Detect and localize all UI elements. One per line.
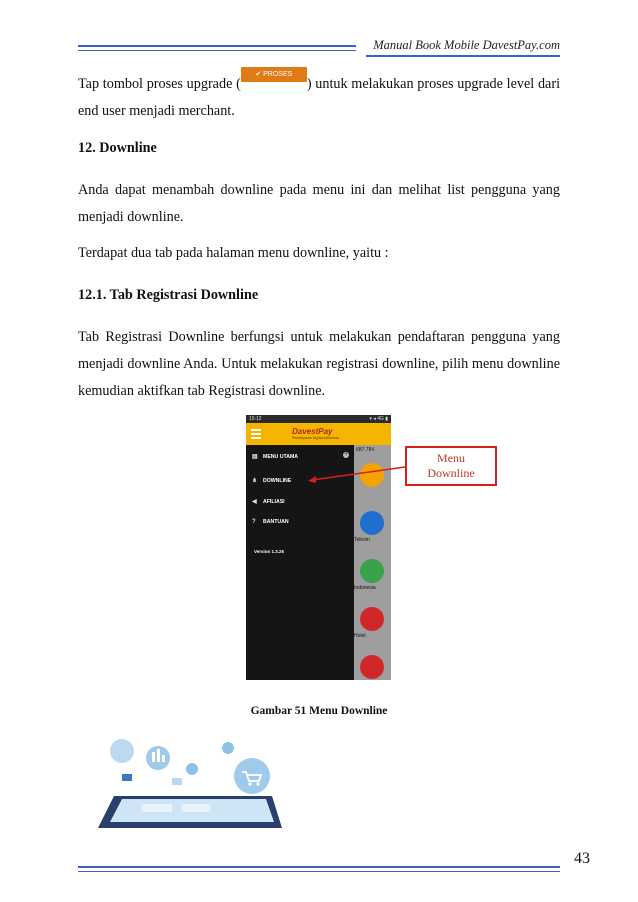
drawer-item-menu-utama[interactable]: [252, 453, 298, 460]
section-12-paragraph-2: Terdapat dua tab pada halaman menu downline, yaitu :: [78, 245, 389, 261]
app-version: Version 1.3.25: [254, 549, 285, 554]
footer-rule: [78, 866, 560, 868]
proses-upgrade-button-image: ✔ PROSES UPGRADE: [241, 67, 307, 82]
drawer-item-label: BANTUAN: [263, 519, 289, 525]
drawer-item-label: AFILIASI: [263, 499, 285, 505]
expand-plus-icon[interactable]: +: [344, 452, 348, 458]
phone-app-bar: [246, 423, 391, 445]
header-rule-left: [78, 45, 356, 47]
drawer-item-afiliasi[interactable]: [252, 498, 285, 505]
hamburger-icon[interactable]: [251, 429, 261, 439]
app-logo-subtitle: Pembayaran Digital Indonesia: [292, 436, 339, 440]
section-12-heading: 12. Downline: [78, 140, 157, 156]
service-circle-2: [360, 511, 384, 535]
menu-downline-callout: [405, 446, 497, 486]
megaphone-icon: ◀: [252, 499, 257, 505]
status-time: 15:12: [249, 416, 262, 422]
app-logo-text: DavestPay: [292, 427, 333, 436]
page-number: 43: [574, 850, 590, 867]
drawer-item-label: MENU UTAMA: [263, 454, 299, 460]
service-circle-3: [360, 559, 384, 583]
phone-screenshot: [246, 415, 391, 680]
section-12-paragraph-1: Anda dapat menambah downline pada menu ini dan melihat list pengguna yang menjadi downline.: [78, 182, 560, 225]
service-circle-4: [360, 607, 384, 631]
callout-line-1: Menu: [437, 451, 465, 465]
intro-text-before: Tap tombol proses upgrade (: [78, 76, 241, 92]
balance-value: 887.784: [356, 447, 375, 453]
section-12-1-paragraph: Tab Registrasi Downline berfungsi untuk melakukan pendaftaran pengguna yang menjadi downline Anda. Untuk melakukan registrasi downline, pilih menu downline kemudian aktifkan tab Registrasi downline.: [78, 329, 560, 399]
help-icon: ?: [252, 519, 256, 525]
side-label-hotel: Hotel: [354, 633, 366, 639]
intro-paragraph: [78, 67, 560, 125]
header-title: Manual Book Mobile DavestPay.com: [373, 38, 560, 52]
footer-rule-thin: [78, 871, 560, 872]
header-rule-right: [366, 55, 560, 57]
drawer-item-downline[interactable]: [252, 477, 291, 484]
service-circle-5: [360, 655, 384, 679]
intro-text-after: ) untuk melakukan proses upgrade level dari end user menjadi merchant.: [78, 76, 561, 119]
section-12-1-heading: 12.1. Tab Registrasi Downline: [78, 287, 259, 303]
app-logo: [292, 427, 339, 440]
phone-status-bar: [246, 415, 391, 423]
side-label-indonesia: Indonesia: [354, 585, 376, 591]
hierarchy-icon: ⋔: [252, 478, 258, 484]
header-rule-left-thin: [78, 50, 356, 51]
drawer-item-bantuan[interactable]: [252, 519, 289, 525]
status-icons: ▾ ◂ 4G ▮: [369, 416, 388, 422]
side-label-telkom: Telkom: [354, 537, 370, 543]
callout-arrow: [300, 462, 410, 486]
drawer-item-label: DOWNLINE: [263, 478, 292, 484]
callout-line-2: Downline: [427, 466, 475, 480]
figure-caption: Gambar 51 Menu Downline: [250, 705, 388, 717]
tablet-cloud-illustration: [92, 736, 292, 836]
menu-list-icon: ▤: [252, 454, 258, 460]
